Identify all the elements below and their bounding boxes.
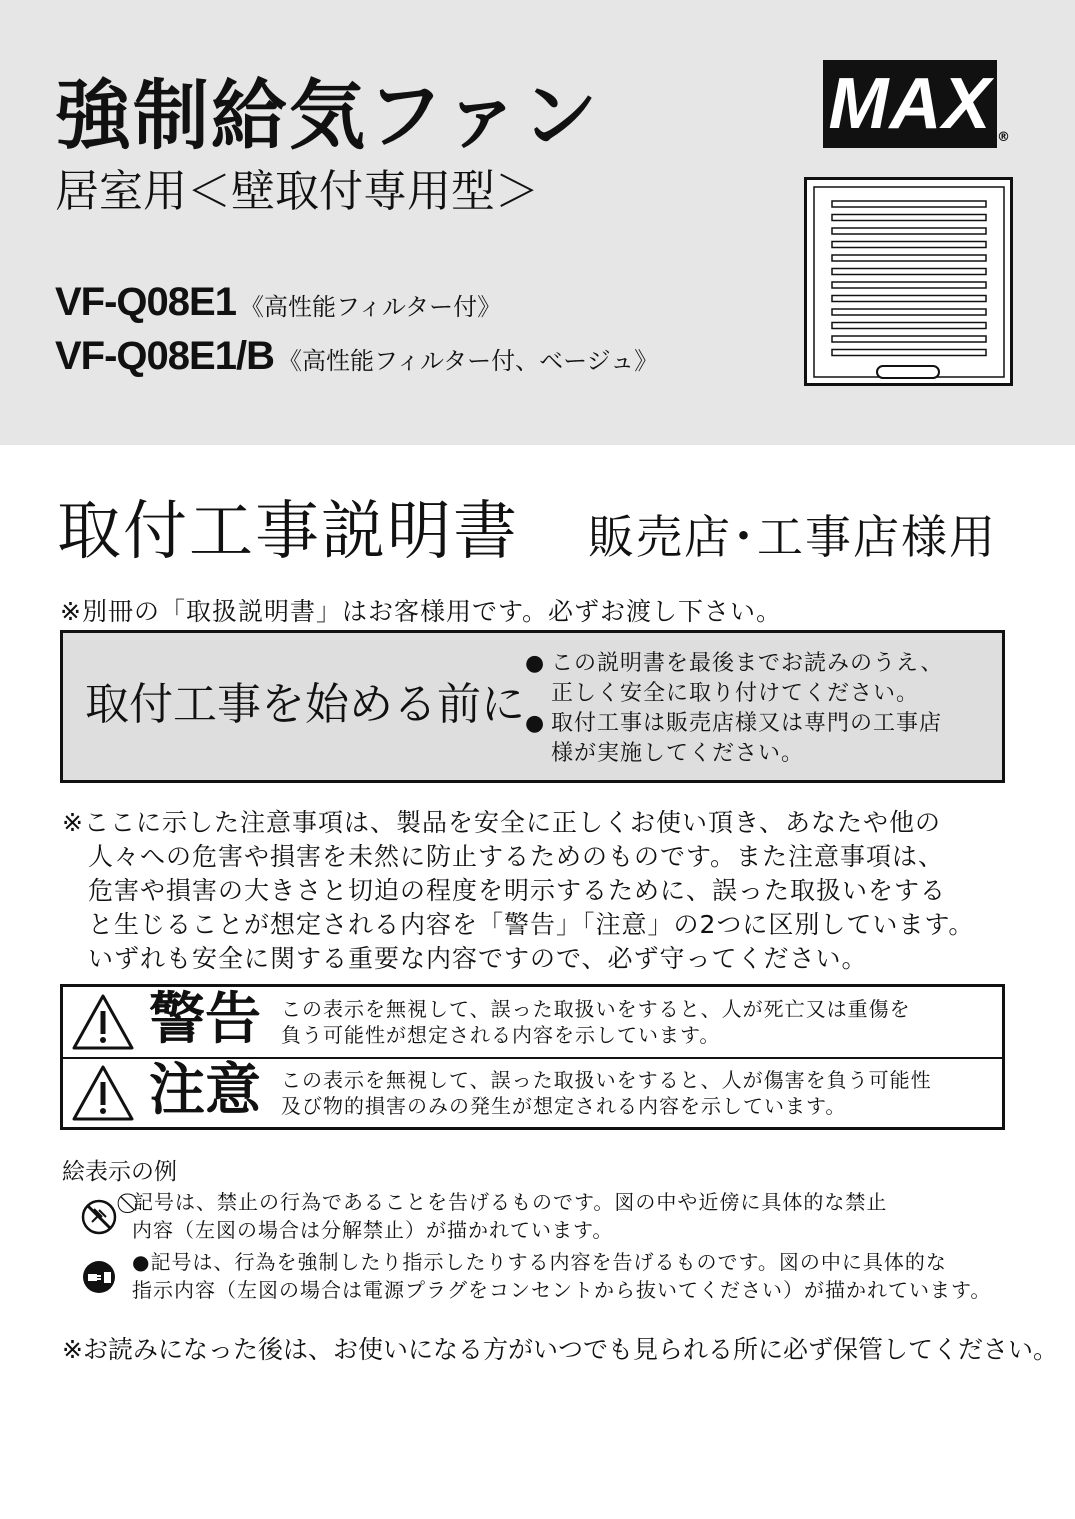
louver-slat: [832, 269, 986, 275]
document-audience: 販売店･工事店様用: [588, 510, 997, 564]
description-line: 内容（左図の場合は分解禁止）が描かれています。: [132, 1218, 614, 1242]
storage-note: ※お読みになった後は、お使いになる方がいつでも見られる所に必ず保管してください。: [62, 1335, 1058, 1364]
warning-description: [281, 996, 911, 1048]
intro-line: ※ここに示した注意事項は、製品を安全に正しくお使い頂き、あなたや他の: [62, 808, 941, 837]
description-line: この表示を無視して、誤った取扱いをすると、人が傷害を負う可能性: [281, 1068, 932, 1092]
list-item: [525, 649, 943, 709]
pictogram-heading: 絵表示の例: [62, 1159, 177, 1185]
before-install-box: [60, 630, 1005, 783]
warning-row: [63, 987, 1002, 1059]
description-line: ●記号は、行為を強制したり指示したりする内容を告げるものです。図の中に具体的な: [132, 1250, 947, 1274]
louver-slat: [832, 215, 986, 221]
fan-grille-illustration: [804, 177, 1014, 387]
intro-line: 人々への危害や損害を未然に防止するためのものです。また注意事項は、: [88, 842, 945, 871]
model-line-1: [55, 282, 501, 322]
prohibition-description: [132, 1188, 887, 1244]
warning-triangle-icon: [71, 993, 135, 1051]
caution-row: [63, 1058, 1002, 1128]
louver-slat: [832, 336, 986, 342]
intro-line: いずれも安全に関する重要な内容ですので、必ず守ってください。: [88, 944, 868, 973]
bullet: ●: [525, 651, 546, 676]
intro-line: と生じることが想定される内容を「警告」「注意」の2つに区別しています。: [88, 910, 975, 939]
note-line: 様が実施してください。: [551, 741, 805, 766]
caution-triangle-icon: [71, 1064, 135, 1122]
note-line: 取付工事は販売店様又は専門の工事店: [551, 711, 943, 736]
description-line: 及び物的損害のみの発生が想定される内容を示しています。: [281, 1094, 847, 1118]
model-note: 《高性能フィルター付》: [239, 293, 502, 321]
no-disassembly-icon: [80, 1198, 118, 1236]
louver-slat: [832, 323, 986, 329]
caution-label: 注意: [149, 1058, 261, 1123]
registered-mark: ®: [997, 130, 1010, 145]
louver-slat: [832, 201, 986, 207]
separate-manual-note: ※別冊の「取扱説明書」はお客様用です。必ずお渡し下さい。: [60, 597, 782, 626]
louver-slat: [832, 242, 986, 248]
louver-slat: [832, 282, 986, 288]
intro-line: 危害や損害の大きさと切迫の程度を明示するために、誤った取扱いをする: [88, 876, 947, 905]
precaution-intro: [62, 806, 974, 976]
product-title: 強制給気ファン: [55, 71, 600, 160]
before-install-heading: 取付工事を始める前に: [85, 679, 525, 730]
description-line: この表示を無視して、誤った取扱いをすると、人が死亡又は重傷を: [281, 997, 911, 1021]
louver-slat: [832, 309, 986, 315]
description-line: 指示内容（左図の場合は電源プラグをコンセントから抜いてください）が描かれています。: [132, 1278, 992, 1302]
louver-slat: [832, 296, 986, 302]
document-title: 取付工事説明書: [57, 495, 519, 569]
description-line: ⃠記号は、禁止の行為であることを告げるものです。図の中や近傍に具体的な禁止: [132, 1190, 888, 1214]
product-subtitle: 居室用＜壁取付専用型＞: [55, 166, 539, 217]
model-code: VF-Q08E1/B: [55, 334, 274, 378]
louver-slat: [832, 350, 986, 356]
model-line-2: [55, 336, 658, 376]
list-item: [525, 709, 943, 769]
note-line: 正しく安全に取り付けてください。: [551, 681, 920, 706]
louver-slat: [832, 255, 986, 261]
model-note: 《高性能フィルター付、ベージュ》: [277, 347, 659, 375]
warning-label: 警告: [149, 987, 261, 1052]
unplug-icon: [80, 1258, 118, 1296]
bullet: ●: [525, 711, 546, 736]
brand-logo: MAX: [823, 60, 997, 148]
caution-description: [281, 1067, 932, 1119]
model-code: VF-Q08E1: [55, 280, 236, 324]
before-install-notes: [525, 649, 943, 769]
instruction-description: [132, 1248, 991, 1304]
description-line: 負う可能性が想定される内容を示しています。: [281, 1023, 721, 1047]
note-line: この説明書を最後までお読みのうえ、: [551, 651, 944, 676]
louver-slat: [832, 228, 986, 234]
signal-word-table: [60, 984, 1005, 1130]
